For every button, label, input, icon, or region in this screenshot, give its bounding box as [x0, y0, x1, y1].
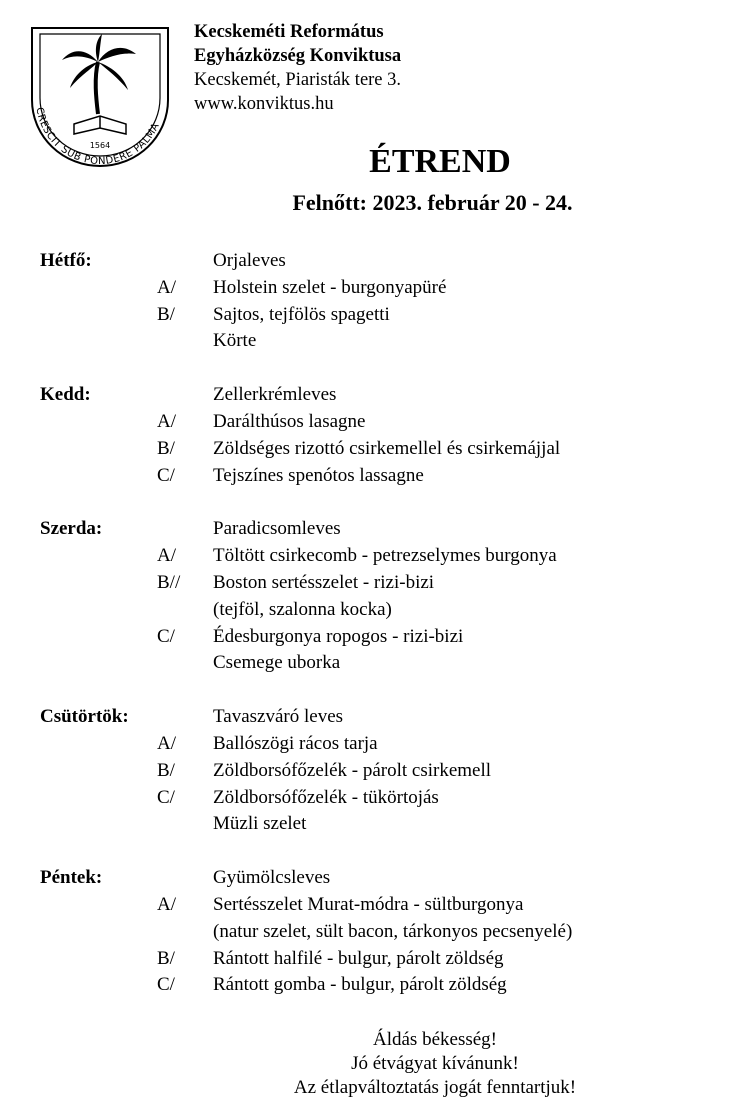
menu-row — [0, 785, 740, 812]
dish-name: Édesburgonya ropogos - rizi-bizi — [213, 625, 464, 647]
dish-name: Zellerkrémleves — [213, 384, 337, 406]
option-label: C/ — [157, 974, 175, 996]
dish-name: Zöldborsófőzelék - tükörtojás — [213, 786, 439, 808]
org-address: Kecskemét, Piaristák tere 3. — [194, 70, 402, 90]
menu-row — [0, 972, 740, 999]
dish-name: Paradicsomleves — [213, 518, 341, 540]
day-name: Csütörtök: — [40, 706, 129, 728]
option-label: A/ — [157, 545, 176, 567]
dish-name: Holstein szelet - burgonyapüré — [213, 276, 447, 298]
menu-row — [0, 275, 740, 302]
dish-name: Zöldborsófőzelék - párolt csirkemell — [213, 759, 492, 781]
crest-motto: CRESCIT SUB PONDERE PALMA — [33, 106, 162, 168]
menu-row — [0, 758, 740, 785]
organization-header — [194, 20, 401, 116]
day-block — [0, 516, 740, 677]
menu-row — [0, 302, 740, 329]
menu-row — [0, 650, 740, 677]
org-name-line2: Egyházközség Konviktusa — [194, 46, 402, 66]
org-website: www.konviktus.hu — [194, 94, 334, 114]
footer-disclaimer: Az étlapváltoztatás jogát fenntartjuk! — [293, 1077, 577, 1098]
menu-row — [0, 865, 740, 892]
dish-name: Ballószögi rácos tarja — [213, 732, 378, 754]
option-label: A/ — [157, 276, 176, 298]
day-block — [0, 704, 740, 838]
footer-appetite: Jó étvágyat kívánunk! — [351, 1053, 519, 1074]
menu-row — [0, 597, 740, 624]
dish-name: (tejföl, szalonna kocka) — [213, 598, 392, 620]
option-label: C/ — [157, 464, 175, 486]
option-label: C/ — [157, 625, 175, 647]
day-name: Kedd: — [40, 384, 91, 406]
day-name: Péntek: — [40, 867, 103, 889]
dish-name: Rántott halfilé - bulgur, párolt zöldség — [213, 947, 504, 969]
menu-row — [0, 328, 740, 355]
menu-row — [0, 382, 740, 409]
crest-year: 1564 — [89, 141, 111, 150]
menu-subtitle: Felnőtt: 2023. február 20 - 24. — [292, 190, 573, 215]
day-name: Szerda: — [40, 518, 103, 540]
menu-row — [0, 946, 740, 973]
menu-row — [0, 463, 740, 490]
menu-row — [0, 892, 740, 919]
option-label: B/ — [157, 437, 175, 459]
footer-blessing: Áldás békesség! — [373, 1029, 497, 1050]
option-label: B/ — [157, 947, 175, 969]
menu-row — [0, 543, 740, 570]
day-block — [0, 382, 740, 489]
menu-row — [0, 516, 740, 543]
dish-name: Töltött csirkecomb - petrezselymes burgonya — [213, 545, 557, 567]
footer — [0, 1028, 740, 1100]
menu-row — [0, 570, 740, 597]
dish-name: Müzli szelet — [213, 813, 307, 835]
dish-name: Körte — [213, 330, 257, 352]
option-label: A/ — [157, 732, 176, 754]
option-label: C/ — [157, 786, 175, 808]
dish-name: (natur szelet, sült bacon, tárkonyos pecsenyelé) — [213, 920, 573, 942]
option-label: A/ — [157, 410, 176, 432]
menu-row — [0, 731, 740, 758]
option-label: B/ — [157, 303, 175, 325]
org-name-line1: Kecskeméti Református — [194, 22, 384, 42]
dish-name: Rántott gomba - bulgur, párolt zöldség — [213, 974, 507, 996]
day-name: Hétfő: — [40, 250, 92, 271]
day-block — [0, 248, 740, 355]
menu-row — [0, 704, 740, 731]
dish-name: Sertésszelet Murat-módra - sültburgonya — [213, 893, 524, 915]
menu-row — [0, 436, 740, 463]
dish-name: Darálthúsos lasagne — [213, 410, 366, 432]
dish-name: Orjaleves — [213, 250, 286, 271]
day-block — [0, 865, 740, 999]
dish-name: Sajtos, tejfölös spagetti — [213, 303, 390, 325]
menu-row — [0, 624, 740, 651]
dish-name: Tejszínes spenótos lassagne — [213, 464, 424, 486]
menu-row — [0, 409, 740, 436]
option-label: A/ — [157, 893, 176, 915]
dish-name: Boston sertésszelet - rizi-bizi — [213, 571, 435, 593]
dish-name: Csemege uborka — [213, 652, 341, 674]
option-label: B/ — [157, 759, 175, 781]
weekly-menu — [0, 248, 740, 1026]
dish-name: Zöldséges rizottó csirkemellel és csirkemájjal — [213, 437, 561, 459]
option-label: B// — [157, 571, 181, 593]
menu-row — [0, 248, 740, 275]
menu-title: ÉTREND — [369, 143, 511, 180]
dish-name: Gyümölcsleves — [213, 867, 331, 889]
menu-row — [0, 919, 740, 946]
dish-name: Tavaszváró leves — [213, 706, 344, 728]
menu-row — [0, 811, 740, 838]
